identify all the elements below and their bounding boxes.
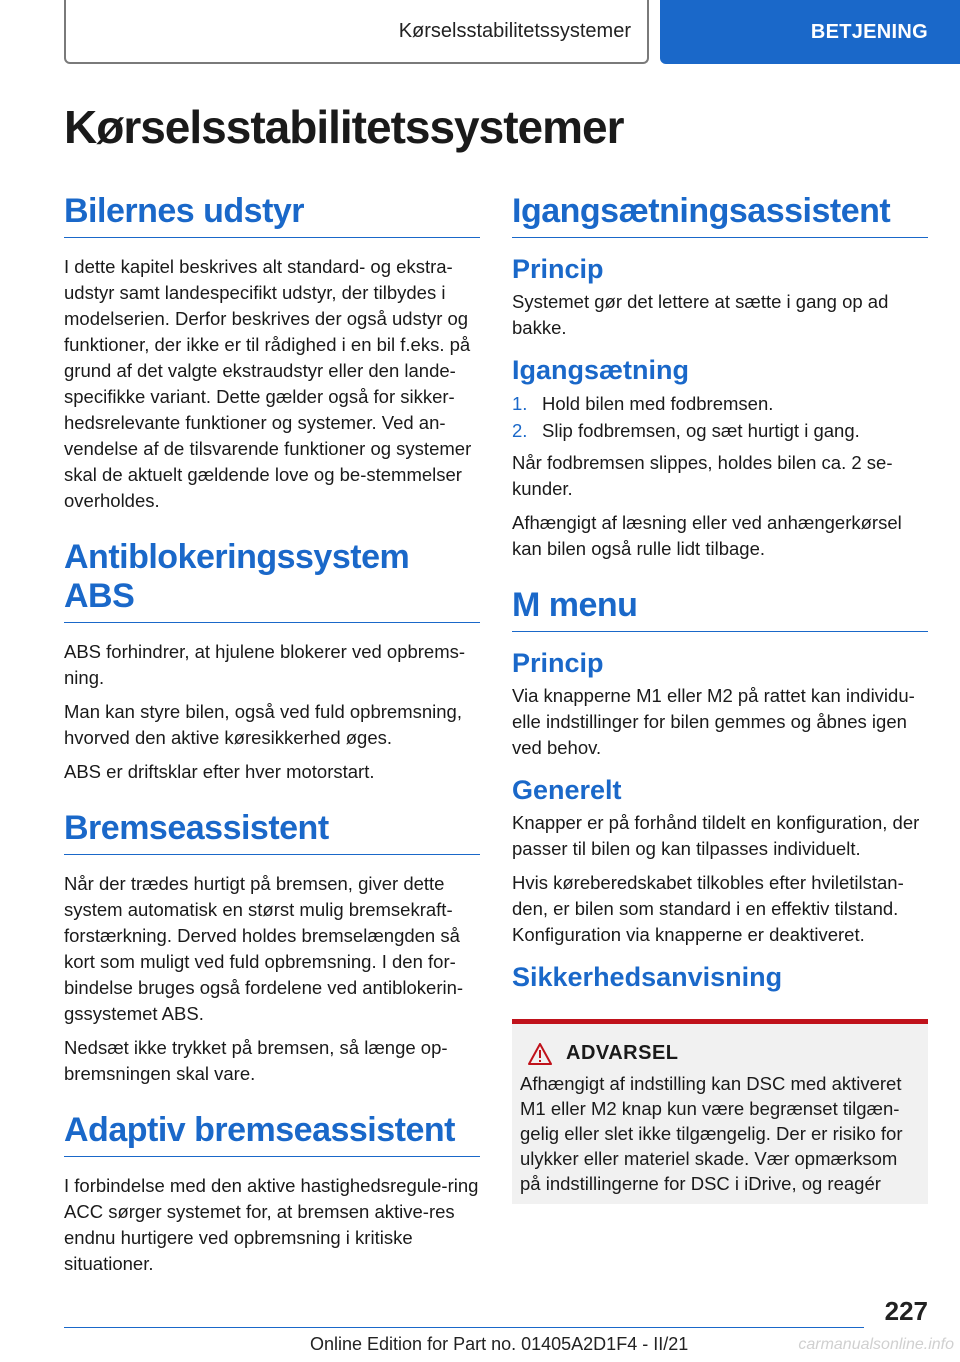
- subheading-principle: Princip: [512, 648, 604, 678]
- paragraph: ABS er driftsklar efter hver motorstart.: [64, 761, 375, 782]
- footer-edition: Online Edition for Part no. 01405A2D1F4 - II/21: [310, 1334, 689, 1354]
- page-number: 227: [884, 1296, 928, 1326]
- paragraph: Når fodbremsen slippes, holdes bilen ca. 2 se-kunder.: [512, 452, 893, 499]
- paragraph: Nedsæt ikke trykket på bremsen, så længe op-bremsningen skal vare.: [64, 1037, 448, 1084]
- section-heading: Bilernes udstyr: [64, 192, 480, 238]
- footer-divider: [64, 1327, 864, 1328]
- section-brake-assist: [64, 809, 480, 1087]
- section-heading: M menu: [512, 586, 928, 632]
- warning-label: ADVARSEL: [566, 1042, 679, 1064]
- section-heading: Adaptiv bremseassistent: [64, 1111, 480, 1157]
- section-heading: Igangsætningsassistent: [512, 192, 928, 238]
- paragraph: Når der trædes hurtigt på bremsen, giver dette system automatisk en størst mulig bremsekraft-forstærkning. Derved holdes bremselængden så kort som muligt ved fuld opbremsning. I den for-bindelse bruges også fordelene ved antiblokerin-gssystemet ABS.: [64, 873, 464, 1024]
- steps-list: [512, 390, 928, 444]
- subheading-general: Generelt: [512, 775, 622, 805]
- paragraph: Hvis køreberedskabet tilkobles efter hviletilstan-den, er bilen som standard i en effektiv tilstand. Konfiguration via knapperne er deaktiveret.: [512, 872, 904, 945]
- step-number: 2.: [512, 420, 528, 441]
- section-abs: [64, 538, 480, 785]
- paragraph: ABS forhindrer, at hjulene blokerer ved opbrems-ning.: [64, 641, 466, 688]
- section-heading: Antiblokeringssystem ABS: [64, 538, 480, 623]
- right-column: [512, 192, 928, 1228]
- paragraph: Afhængigt af læsning eller ved anhængerkørsel kan bilen også rulle lidt tilbage.: [512, 512, 902, 559]
- paragraph: Man kan styre bilen, også ved fuld opbremsning, hvorved den aktive køresikkerhed øges.: [64, 701, 462, 748]
- section-heading: Bremseassistent: [64, 809, 480, 855]
- section-adaptive-brake-assist: [64, 1111, 480, 1277]
- list-item: [512, 390, 928, 417]
- section-m-menu: [512, 586, 928, 1204]
- paragraph: I forbindelse med den aktive hastighedsregule-ring ACC sørger systemet for, at bremsen aktive-res endnu hurtigere ved opbremsning i kritiske situationer.: [64, 1175, 479, 1274]
- section-hill-start-assist: [512, 192, 928, 562]
- subheading-safety: Sikkerhedsanvisning: [512, 962, 783, 992]
- page-title: Kørselsstabilitetssystemer: [64, 101, 624, 153]
- header-chapter-label: BETJENING: [810, 20, 928, 43]
- step-text: Slip fodbremsen, og sæt hurtigt i gang.: [542, 420, 860, 441]
- section-equipment: [64, 192, 480, 514]
- subheading-principle: Princip: [512, 254, 604, 284]
- list-item: [512, 417, 928, 444]
- warning-text: Afhængigt af indstilling kan DSC med aktiveret M1 eller M2 knap kun være begrænset tilgæn-gelig eller slet ikke tilgængelig. Der er risiko for ulykker eller materiel skade. Vær opmærksom på indstillingerne for DSC i iDrive, og reagér: [520, 1073, 903, 1194]
- header-section-title: Kørselsstabilitetssystemer: [398, 19, 631, 42]
- watermark: carmanualsonline.info: [798, 1336, 954, 1353]
- warning-triangle-icon: [528, 1043, 552, 1065]
- step-number: 1.: [512, 393, 528, 414]
- step-text: Hold bilen med fodbremsen.: [542, 393, 774, 414]
- header-chapter-tab[interactable]: [660, 0, 960, 64]
- paragraph: Systemet gør det lettere at sætte i gang op ad bakke.: [512, 291, 889, 338]
- header-section-box: [64, 0, 649, 64]
- paragraph: I dette kapitel beskrives alt standard- og ekstra-udstyr samt landespecifikt udstyr, der tilbydes i modelserien. Derfor beskrives der også udstyr og funktioner, der ikke er til rådighed i en bil f.eks. på grund af det valgte ekstraudstyr eller den lande-specifikke variant. Dette gælder også for sikker-hedsrelevante funktioner og systemer. Ved an-vendelse af de tilsvarende funktioner og systemer skal de aktuelt gældende love og be-stemmelser overholdes.: [64, 256, 472, 511]
- paragraph: Via knapperne M1 eller M2 på rattet kan individu-elle indstillinger for bilen gemmes og åbnes igen ved behov.: [512, 685, 915, 758]
- warning-box: [512, 1019, 928, 1204]
- subheading-starting: Igangsætning: [512, 355, 689, 385]
- paragraph: Knapper er på forhånd tildelt en konfiguration, der passer til bilen og kan tilpasses individuelt.: [512, 812, 920, 859]
- warning-header: [520, 1042, 920, 1065]
- left-column: [64, 192, 480, 1301]
